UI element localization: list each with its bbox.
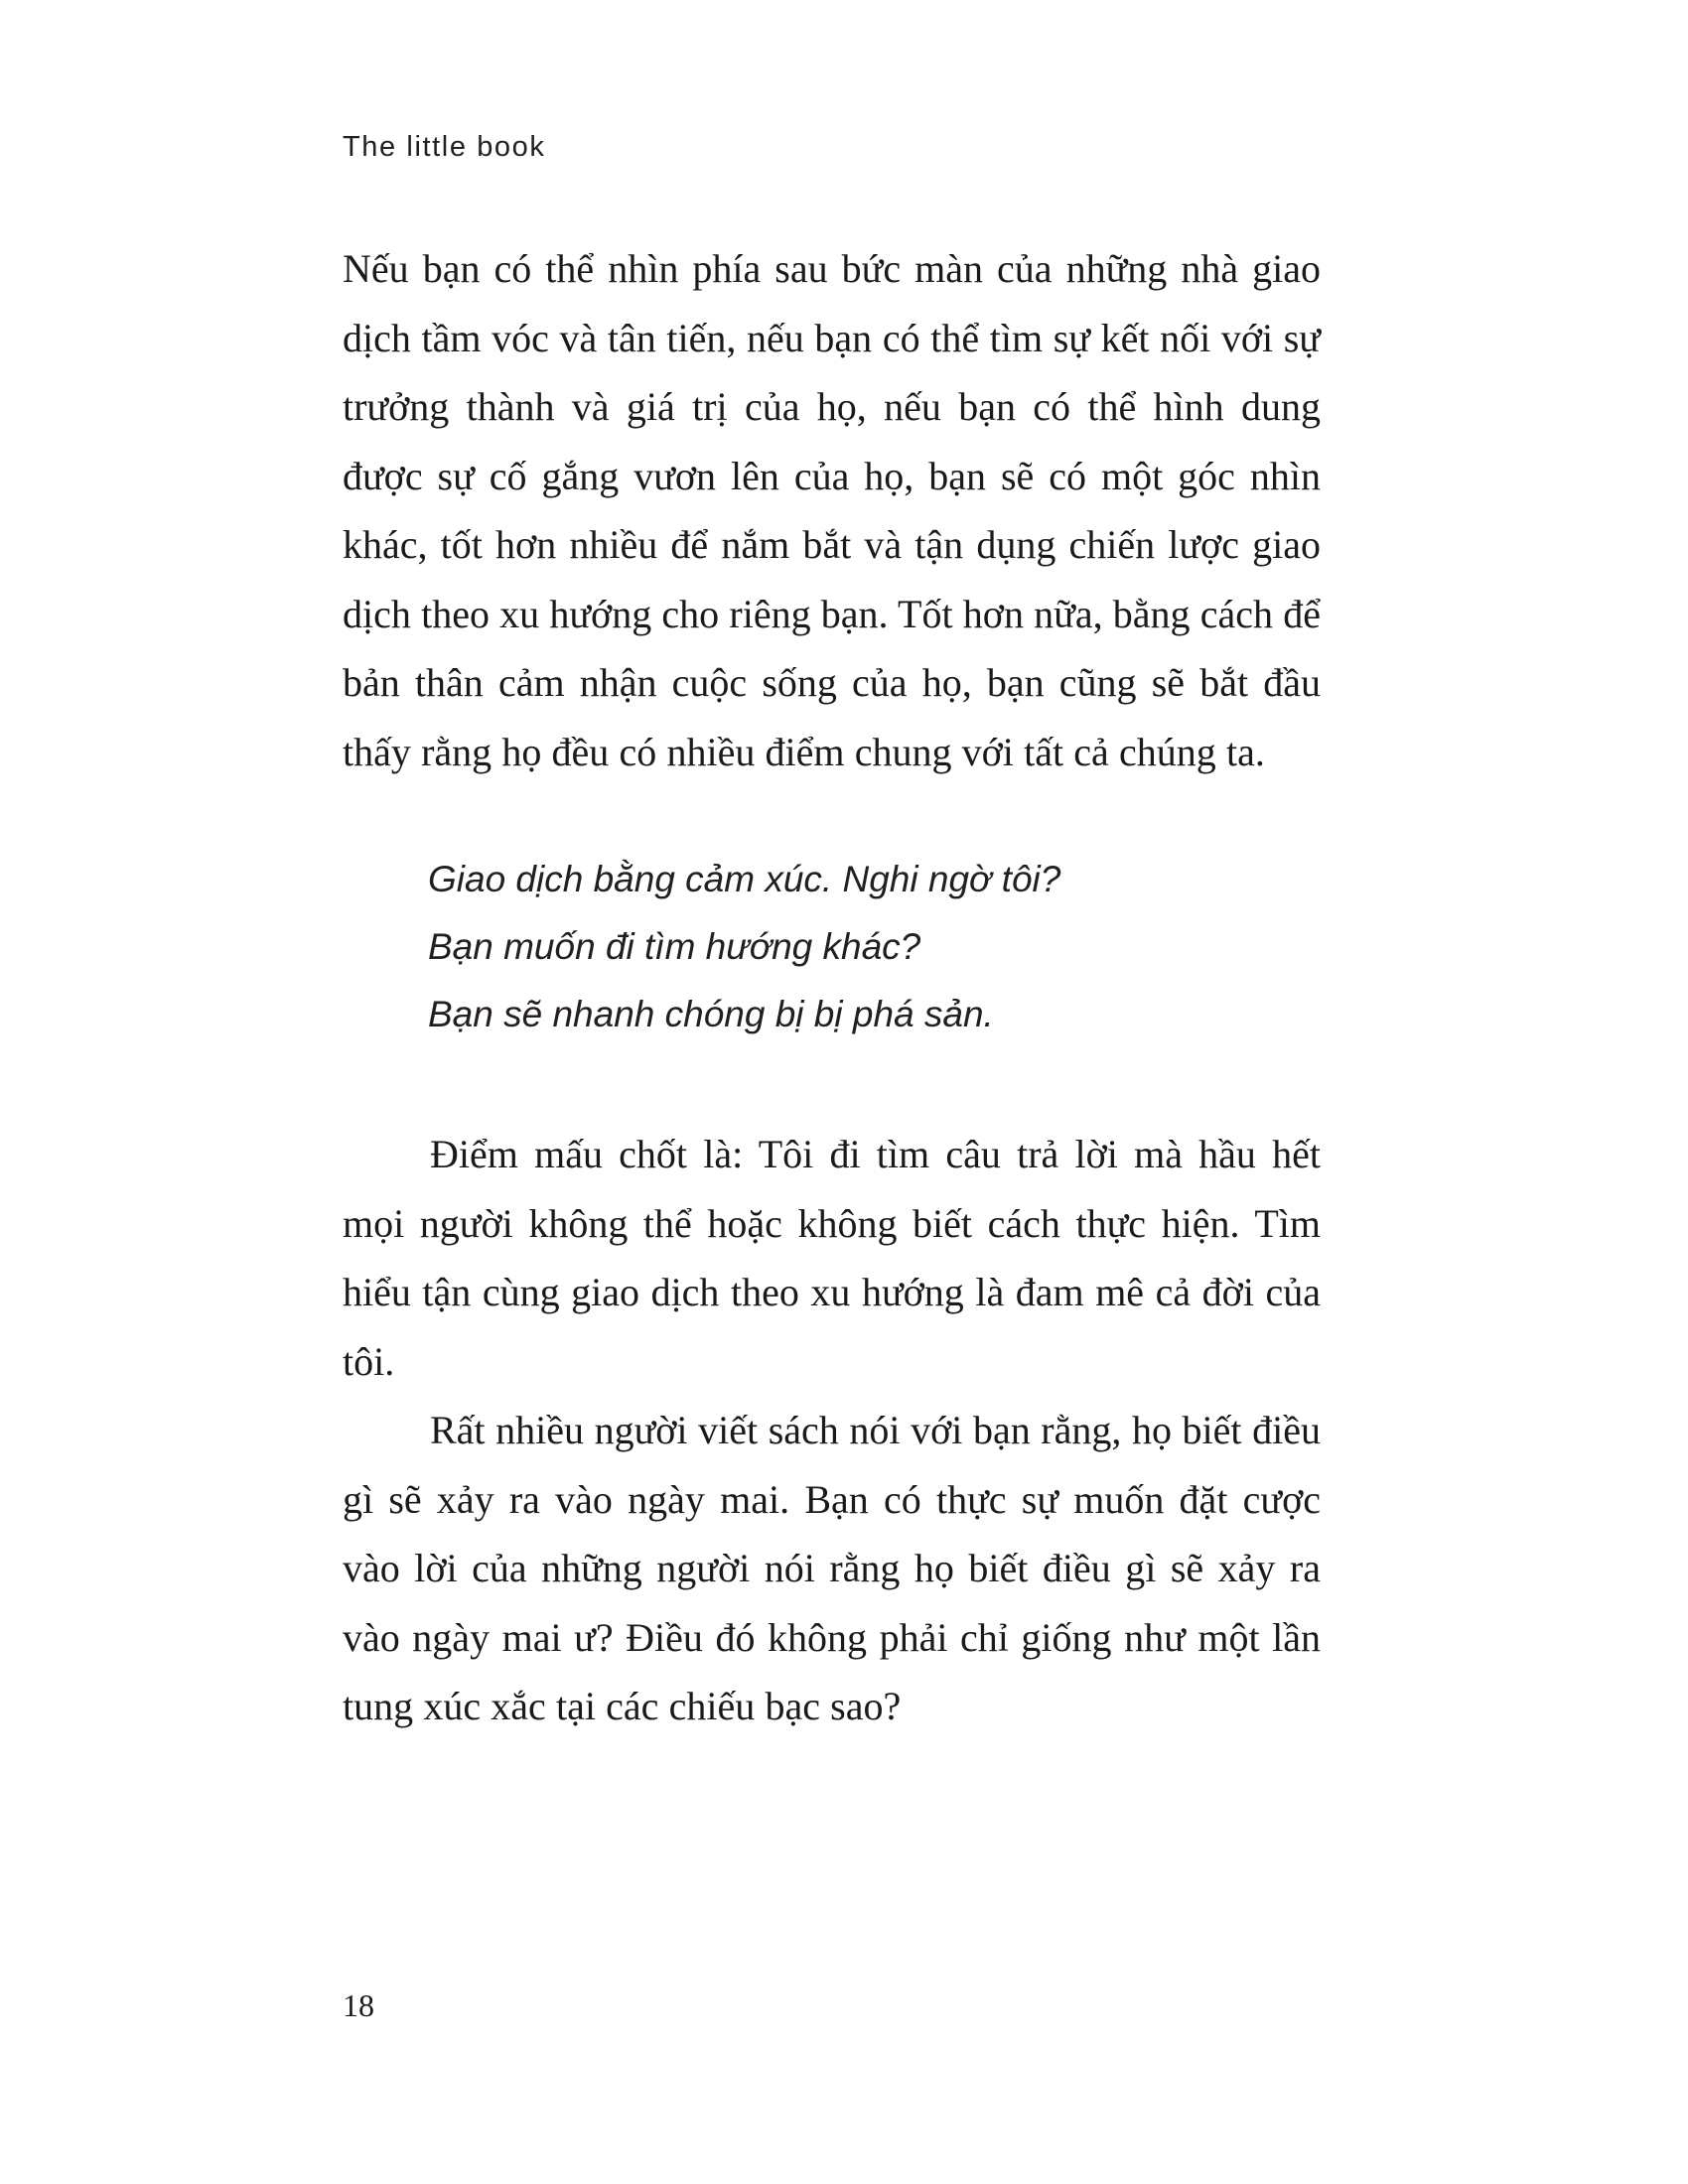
paragraph-2: Điểm mấu chốt là: Tôi đi tìm câu trả lời mà hầu hết mọi người không thể hoặc không biết cách thực hiện. Tìm hiểu tận cùng giao dịch theo xu hướng là đam mê cả đời của tôi.: [343, 1132, 1321, 1384]
pull-quote-line-2: Bạn muốn đi tìm hướng khác?: [428, 926, 921, 967]
quote-spacer-bottom: [343, 1048, 1321, 1120]
pull-quote: [343, 846, 1321, 1048]
pull-quote-line-3: Bạn sẽ nhanh chóng bị bị phá sản.: [428, 994, 994, 1034]
pull-quote-line-1: Giao dịch bằng cảm xúc. Nghi ngờ tôi?: [428, 859, 1061, 899]
paragraph-1: Nếu bạn có thể nhìn phía sau bức màn của những nhà giao dịch tầm vóc và tân tiến, nếu bạn có thể tìm sự kết nối với sự trưởng thành và giá trị của họ, nếu bạn có thể hình dung được sự cố gắng vươn lên của họ, bạn sẽ có một góc nhìn khác, tốt hơn nhiều để nắm bắt và tận dụng chiến lược giao dịch theo xu hướng cho riêng bạn. Tốt hơn nữa, bằng cách để bản thân cảm nhận cuộc sống của họ, bạn cũng sẽ bắt đầu thấy rằng họ đều có nhiều điểm chung với tất cả chúng ta.: [343, 246, 1321, 774]
running-head: The little book: [343, 131, 546, 163]
paragraph-3: Rất nhiều người viết sách nói với bạn rằng, họ biết điều gì sẽ xảy ra vào ngày mai. Bạn có thực sự muốn đặt cược vào lời của những người nói rằng họ biết điều gì sẽ xảy ra vào ngày mai ư? Điều đó không phải chỉ giống như một lần tung xúc xắc tại các chiếu bạc sao?: [343, 1408, 1321, 1728]
body-text-flow: [343, 234, 1321, 1741]
page-number: 18: [343, 1987, 374, 2023]
text-column: [343, 0, 1321, 2184]
quote-spacer-top: [343, 786, 1321, 846]
